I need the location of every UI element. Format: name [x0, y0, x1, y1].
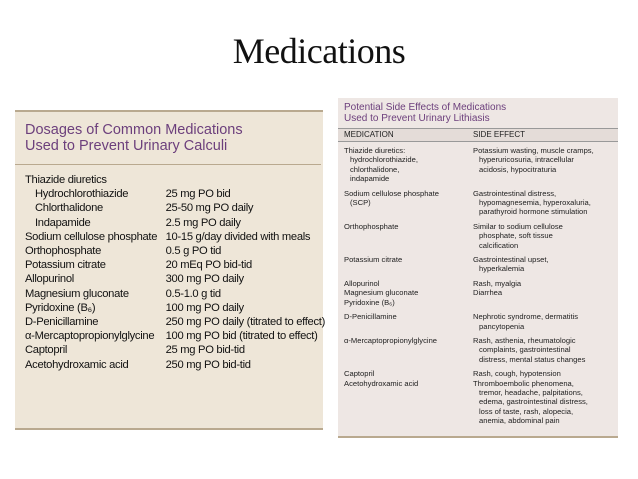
side-effect-medication: Thiazide diuretics: hydrochlorothiazide, chlorthalidone, indapamide	[344, 146, 418, 184]
side-effect-text: Nephrotic syndrome, dermatitis pancytopenia	[473, 312, 579, 331]
dosage-table-card	[15, 110, 323, 430]
medication-name: Chlorthalidone	[35, 202, 103, 215]
col-header-side-effect: SIDE EFFECT	[473, 130, 526, 139]
dosage-row	[25, 343, 325, 357]
title-divider	[15, 164, 321, 165]
side-effect-row	[344, 331, 616, 364]
dosage-table-title: Dosages of Common Medications Used to Prevent Urinary Calculi	[25, 122, 243, 154]
side-effect-medication: Potassium citrate	[344, 255, 403, 265]
slide-title: Medications	[232, 31, 406, 71]
side-effect-text: Gastrointestinal distress, hypomagnesemia, hyperoxaluria, parathyroid hormone stimulation	[473, 188, 591, 217]
side-effect-text: Rash, cough, hypotension Thromboembolic phenomena, tremor, headache, palpitations, edema, gastrointestinal distress, loss of taste, rash, alopecia, anemia, abdominal pain	[473, 369, 588, 426]
dosage-row	[25, 315, 325, 329]
dosage-row	[25, 272, 325, 286]
side-effect-text: Gastrointestinal upset, hyperkalemia	[473, 255, 549, 274]
dosage-row	[25, 287, 325, 301]
side-effect-row	[344, 274, 616, 307]
medication-dose: 100 mg PO daily	[165, 301, 244, 314]
side-effect-row	[344, 184, 616, 217]
medication-dose: 25 mg PO bid	[165, 188, 231, 201]
medication-dose: 100 mg PO bid (titrated to effect)	[165, 330, 318, 343]
dosage-row	[25, 301, 325, 315]
side-effect-row	[344, 307, 616, 331]
side-effects-table	[344, 146, 616, 426]
medication-dose: 0.5 g PO tid	[165, 245, 222, 258]
side-effect-medication: Captopril Acetohydroxamic acid	[344, 369, 419, 388]
medication-name: Allopurinol	[25, 273, 74, 286]
dosage-row	[25, 258, 325, 272]
medication-dose: 25-50 mg PO daily	[165, 202, 254, 215]
dosage-row	[25, 358, 325, 372]
medication-dose: 25 mg PO bid-tid	[165, 344, 245, 357]
side-effects-title: Potential Side Effects of Medications Used to Prevent Urinary Lithiasis	[344, 102, 507, 124]
medication-name: Potassium citrate	[25, 259, 106, 272]
medication-name: Thiazide diuretics	[25, 174, 107, 186]
medication-dose: 2.5 mg PO daily	[165, 216, 241, 229]
side-effect-medication: α-Mercaptopropionylglycine	[344, 335, 438, 345]
side-effect-row	[344, 364, 616, 425]
medication-dose: 250 mg PO bid-tid	[165, 358, 251, 371]
side-effect-text: Potassium wasting, muscle cramps, hyperuricosuria, intracellular acidosis, hypocitraturia	[473, 146, 594, 174]
medication-name: Captopril	[25, 344, 68, 357]
side-effect-medication: Orthophosphate	[344, 221, 399, 231]
dosage-row	[25, 201, 325, 215]
dosage-row	[25, 230, 325, 244]
side-effect-medication: Sodium cellulose phosphate (SCP)	[344, 188, 439, 208]
medication-dose: 10-15 g/day divided with meals	[165, 230, 311, 243]
side-effect-row	[344, 146, 616, 184]
side-effect-medication: D-Penicillamine	[344, 312, 397, 322]
dosage-row	[25, 187, 325, 201]
medication-name: Pyridoxine (B₆)	[25, 301, 96, 314]
medication-name: Orthophosphate	[25, 245, 102, 258]
dosage-table	[25, 173, 325, 372]
medication-dose	[166, 173, 325, 187]
side-effect-row	[344, 250, 616, 274]
side-effect-text: Rash, myalgia Diarrhea	[473, 278, 522, 298]
medication-name: Acetohydroxamic acid	[25, 358, 129, 371]
dosage-row	[25, 173, 325, 187]
side-effect-row	[344, 217, 616, 250]
side-effect-text: Similar to sodium cellulose phosphate, soft tissue calcification	[473, 221, 563, 250]
side-effects-card	[338, 98, 618, 438]
side-effects-header	[338, 128, 618, 142]
col-header-medication: MEDICATION	[344, 130, 394, 139]
medication-dose: 0.5-1.0 g tid	[165, 287, 221, 300]
medication-name: Sodium cellulose phosphate	[25, 230, 158, 243]
medication-dose: 250 mg PO daily (titrated to effect)	[165, 316, 325, 329]
medication-name: D-Penicillamine	[25, 316, 99, 329]
side-effect-medication: Allopurinol Magnesium gluconate Pyridoxine (B₆)	[344, 278, 419, 307]
medication-name: α-Mercaptopropionylglycine	[25, 330, 155, 343]
medication-name: Indapamide	[35, 216, 91, 229]
medication-dose: 300 mg PO daily	[165, 273, 244, 286]
dosage-row	[25, 216, 325, 230]
dosage-row	[25, 329, 325, 343]
medication-dose: 20 mEq PO bid-tid	[165, 259, 252, 272]
medication-name: Magnesium gluconate	[25, 287, 129, 300]
dosage-row	[25, 244, 325, 258]
side-effect-text: Rash, asthenia, rheumatologic complaints, gastrointestinal distress, mental status changes	[473, 335, 586, 364]
medication-name: Hydrochlorothiazide	[35, 188, 129, 201]
